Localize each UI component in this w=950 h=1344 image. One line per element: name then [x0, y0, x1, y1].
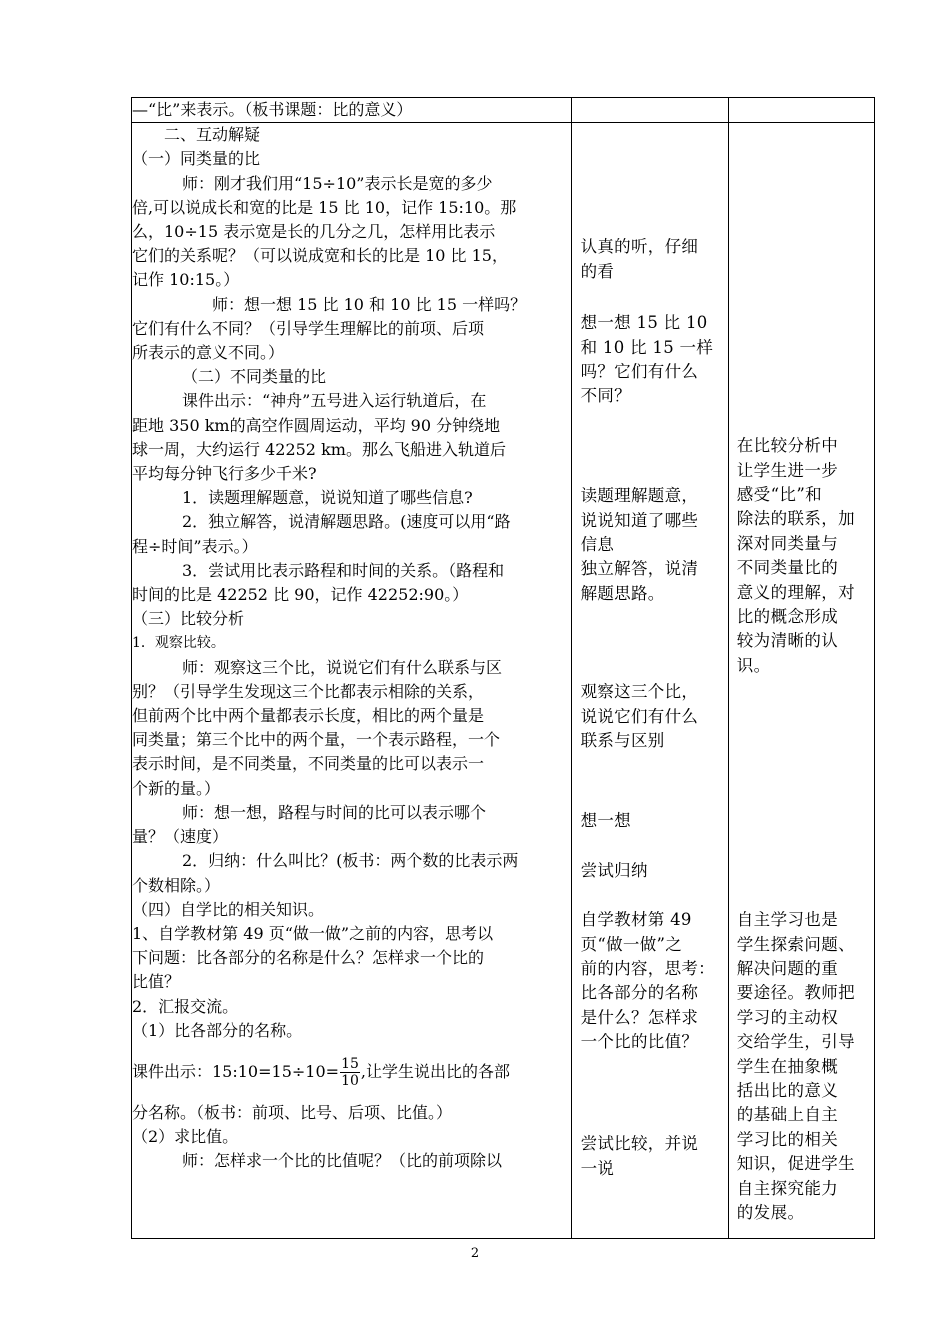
text-line: 深对同类量与 — [736, 533, 839, 553]
text-line: 前的内容，思考： — [580, 959, 715, 979]
text-line: 二、互动解疑 — [164, 125, 261, 145]
text-line: 尝试比较，并说 — [580, 1134, 699, 1154]
student-activity-block — [581, 680, 725, 753]
text-line: （2）求比值。 — [132, 1127, 239, 1147]
text-line: 感受“比”和 — [736, 485, 823, 505]
text-line: 师：刚才我们用“15÷10”表示长是宽的多少 — [182, 173, 493, 193]
text-line: 吗？它们有什么 — [580, 362, 699, 382]
text-line: 一说 — [580, 1158, 615, 1178]
text-line: 尝试归纳 — [580, 861, 648, 881]
text-line: 不同类量比的 — [736, 558, 839, 578]
text-line: 识。 — [736, 655, 771, 675]
teacher-activity-cell — [132, 123, 572, 1239]
text-line: 师：观察这三个比，说说它们有什么联系与区 — [182, 657, 503, 677]
text-line: 的基础上自主 — [736, 1105, 839, 1125]
text-line: 个数相除。） — [132, 875, 221, 895]
teacher-activity-text-end — [132, 1101, 571, 1174]
student-activity-block — [581, 859, 725, 883]
student-activity-block — [581, 484, 725, 606]
fraction — [340, 1056, 360, 1089]
text-line: 2．归纳：什么叫比？(板书：两个数的比表示两 — [182, 851, 519, 871]
text-line: 距地 350 km的高空作圆周运动，平均 90 分钟绕地 — [132, 415, 501, 435]
text-line: 独立解答，说清 — [580, 559, 699, 579]
text-line: 在比较分析中 — [736, 436, 839, 456]
text-line: 自主学习也是 — [736, 910, 839, 930]
page-number: 2 — [470, 1246, 480, 1261]
text-line: 让学生进一步 — [736, 460, 839, 480]
design-intent-cell — [728, 123, 874, 1239]
text-line: 一个比的比值？ — [580, 1032, 699, 1052]
formula-suffix: ,让学生说出比的各部 — [360, 1061, 510, 1081]
text-line: 联系与区别 — [580, 731, 665, 751]
text-line: 个新的量。） — [132, 778, 221, 798]
formula-line — [132, 1043, 571, 1101]
text-line: 想一想 — [580, 811, 631, 831]
text-line: 的看 — [580, 261, 615, 281]
text-line: 1．观察比较。 — [132, 635, 225, 652]
text-line: 师：想一想，路程与时间的比可以表示哪个 — [182, 802, 487, 822]
text-line: 2．独立解答，说清解题思路。(速度可以用“路 — [182, 512, 511, 532]
text-line: 解题思路。 — [580, 583, 665, 603]
text-line: （三）比较分析 — [132, 609, 245, 629]
text-line: 说说它们有什么 — [580, 706, 699, 726]
text-line: 它们有什么不同？（引导学生理解比的前项、后项 — [132, 318, 485, 338]
header-cell-teacher — [132, 98, 572, 123]
text-line: 除法的联系，加 — [736, 509, 856, 529]
student-activity-block — [581, 235, 725, 284]
text-line: （1）比各部分的名称。 — [132, 1020, 303, 1040]
text-line: 比的概念形成 — [736, 607, 839, 627]
text-line: 平均每分钟飞行多少千米? — [132, 464, 317, 484]
text-line: 读题理解题意， — [580, 486, 699, 506]
student-activity-block — [581, 311, 725, 409]
lesson-plan-table — [131, 97, 875, 1239]
text-line: 学生探索问题、 — [736, 934, 856, 954]
text-line: 和 10 比 15 一样 — [580, 337, 714, 357]
text-line: 倍,可以说成长和宽的比是 15 比 10，记作 15:10。那 — [132, 197, 517, 217]
text-line: 么，10÷15 表示宽是长的几分之几，怎样用比表示 — [132, 222, 496, 242]
text-line: （一）同类量的比 — [132, 149, 261, 169]
text-line: 的发展。 — [736, 1203, 805, 1223]
text-line: 表示时间，是不同类量，不同类量的比可以表示一 — [132, 754, 485, 774]
text-line: 知识，促进学生 — [736, 1154, 856, 1174]
text-line: 要途径。教师把 — [736, 983, 856, 1003]
text-line: 解决问题的重 — [736, 959, 839, 979]
text-line: 意义的理解，对 — [736, 582, 856, 602]
text-line: 球一周，大约运行 42252 km。那么飞船进入轨道后 — [132, 439, 506, 459]
text-line: 时间的比是 42252 比 90，记作 42252:90。） — [132, 585, 469, 605]
text-line: 1、自学教材第 49 页“做一做”之前的内容，思考以 — [132, 923, 494, 943]
text-line: 自学教材第 49 — [580, 910, 692, 930]
text-line: 1．读题理解题意，说说知道了哪些信息? — [182, 488, 473, 508]
student-activity-block — [581, 1132, 725, 1181]
text-line: 信息 — [580, 535, 615, 555]
text-line: 师：怎样求一个比的比值呢？（比的前项除以 — [182, 1151, 503, 1171]
text-line: 别？（引导学生发现这三个比都表示相除的关系， — [132, 681, 485, 701]
text-line: 学生在抽象概 — [736, 1056, 839, 1076]
text-line: 观察这三个比， — [580, 682, 699, 702]
text-line: 较为清晰的认 — [736, 631, 839, 651]
text-line: 量？（速度） — [132, 827, 229, 847]
text-line: 比各部分的名称 — [580, 983, 699, 1003]
text-line: 下问题：比各部分的名称是什么？怎样求一个比的 — [132, 948, 485, 968]
text-line: 师：想一想 15 比 10 和 10 比 15 一样吗？ — [212, 294, 527, 314]
text-line: 不同？ — [580, 386, 631, 406]
text-line: 说说知道了哪些 — [580, 510, 699, 530]
text-line: 自主探究能力 — [736, 1178, 839, 1198]
text-line: 3．尝试用比表示路程和时间的关系。（路程和 — [182, 560, 505, 580]
text-line: 课件出示：“神舟”五号进入运行轨道后，在 — [182, 391, 487, 411]
text-line: 学习比的相关 — [736, 1129, 839, 1149]
student-activity-cell — [571, 123, 728, 1239]
student-activity-block — [581, 809, 725, 833]
text-line: 比值？ — [132, 972, 181, 992]
header-cell-intent — [728, 98, 874, 123]
text-line: 学习的主动权 — [736, 1007, 839, 1027]
text-line: （四）自学比的相关知识。 — [132, 899, 325, 919]
text-line: 是什么？怎样求 — [580, 1007, 699, 1027]
text-line: 它们的关系呢？（可以说成宽和长的比是 10 比 15， — [132, 246, 508, 266]
text-line: 认真的听，仔细 — [580, 237, 699, 257]
text-line: 想一想 15 比 10 — [580, 313, 708, 333]
text-line: 所表示的意义不同。） — [132, 343, 285, 363]
teacher-activity-text — [132, 123, 571, 1043]
student-activity-block — [581, 908, 725, 1054]
text-line: 同类量；第三个比中的两个量，一个表示路程，一个 — [132, 730, 501, 750]
text-line: （二）不同类量的比 — [182, 367, 327, 387]
text-line: 分名称。（板书：前项、比号、后项、比值。） — [132, 1102, 453, 1122]
design-intent-block — [737, 908, 871, 1225]
text-line: 记作 10:15。） — [132, 270, 240, 290]
header-cell-student — [571, 98, 728, 123]
text-line: 交给学生，引导 — [736, 1032, 856, 1052]
text-line: 页“做一做”之 — [580, 934, 683, 954]
fraction-denominator: 10 — [341, 1072, 359, 1089]
design-intent-block — [737, 434, 871, 678]
fraction-numerator: 15 — [341, 1055, 359, 1072]
formula-prefix: 课件出示：15:10=15÷10= — [132, 1061, 340, 1081]
content-row — [132, 123, 875, 1239]
header-text: —“比”来表示。（板书课题：比的意义） — [132, 100, 413, 119]
header-row — [132, 98, 875, 123]
text-line: 但前两个比中两个量都表示长度，相比的两个量是 — [132, 706, 485, 726]
text-line: 2．汇报交流。 — [132, 996, 239, 1016]
text-line: 程÷时间”表示。） — [132, 536, 258, 556]
text-line: 括出比的意义 — [736, 1081, 839, 1101]
